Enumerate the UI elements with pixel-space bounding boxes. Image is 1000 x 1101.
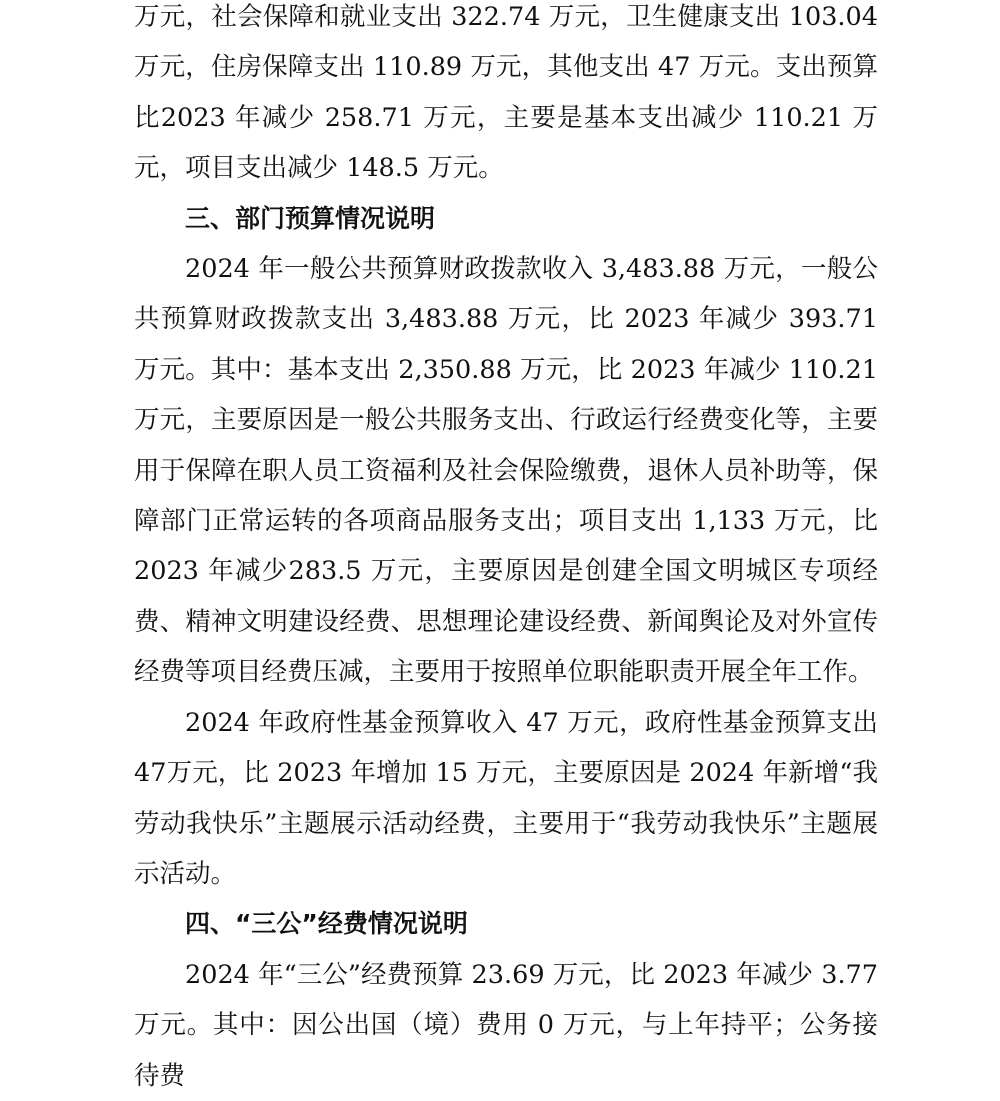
- paragraph-three-public-expenses: 2024 年“三公”经费预算 23.69 万元，比 2023 年减少 3.77 万元。其中：因公出国（境）费用 0 万元，与上年持平；公务接待费: [134, 959, 878, 1091]
- section-heading-department-budget: 三、部门预算情况说明: [185, 203, 436, 233]
- paragraph-general-public-budget: 2024 年一般公共预算财政拨款收入 3,483.88 万元，一般公共预算财政拨款支出 3,483.88 万元，比 2023 年减少 393.71 万元。其中：基本支出 2,350.88 万元，比 2023 年减少 110.21 万元，主要原因是一般公共服务支出、行政运行经费变化等，主要用于保障在职人员工资福利及社会保险缴费，退休人员补助等，保障部门正常运转的各项商品服务支出；项目支出 1,133 万元，比 2023 年减少283.5 万元，主要原因是创建全国文明城区专项经费、精神文明建设经费、思想理论建设经费、新闻舆论及对外宣传经费等项目经费压减，主要用于按照单位职能职责开展全年工作。: [134, 254, 878, 688]
- paragraph-government-fund-budget: 2024 年政府性基金预算收入 47 万元，政府性基金预算支出 47万元，比 2023 年增加 15 万元，主要原因是 2024 年新增“我劳动我快乐”主题展示活动经费，主要用于“我劳动我快乐”主题展示活动。: [134, 707, 878, 889]
- section-heading-three-public-expenses: 四、“三公”经费情况说明: [185, 909, 468, 939]
- paragraph-expenditure-summary: 万元，社会保障和就业支出 322.74 万元，卫生健康支出 103.04 万元，住房保障支出 110.89 万元，其他支出 47 万元。支出预算比2023 年减少 258.71 万元，主要是基本支出减少 110.21 万元，项目支出减少 148.5 万元。: [134, 2, 878, 184]
- document-body: [134, 0, 878, 1101]
